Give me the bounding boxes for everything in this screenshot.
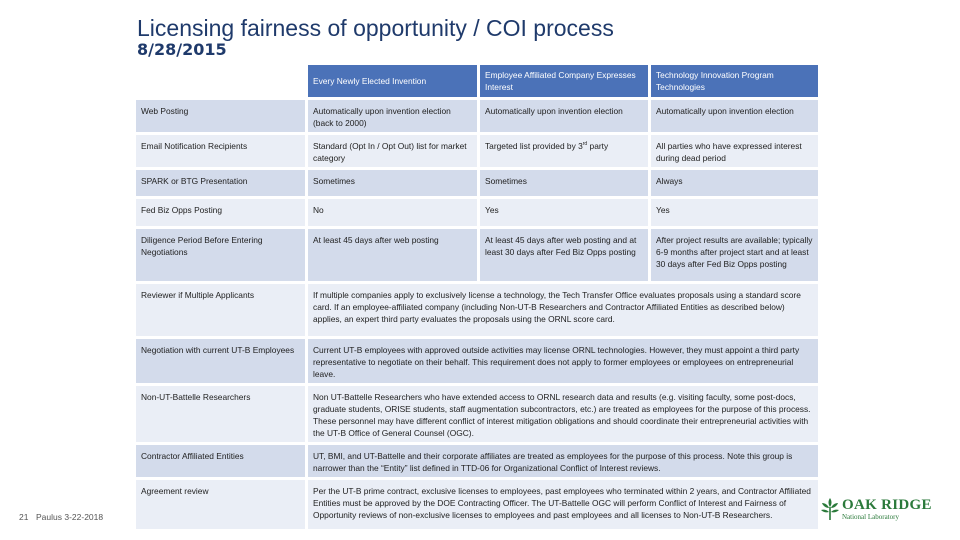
row-label: Web Posting [136, 100, 308, 135]
cell-text: Targeted list provided by 3 [485, 141, 583, 151]
table-row [136, 339, 821, 386]
table-cell: After project results are available; typically 6-9 months after project start and at least 30 days after Fed Biz Opps posting [651, 229, 821, 284]
slide-number: 21 [19, 512, 29, 522]
table-cell: Yes [480, 199, 651, 229]
oak-ridge-logo [820, 497, 955, 523]
footer-author: Paulus 3-22-2018 [36, 512, 104, 522]
table-row [136, 135, 821, 170]
leaf-icon [820, 497, 840, 521]
table-cell: Automatically upon invention election (back to 2000) [308, 100, 480, 135]
table-header-row [136, 65, 821, 100]
row-label: Contractor Affiliated Entities [136, 445, 308, 480]
row-label: Non-UT-Battelle Researchers [136, 386, 308, 445]
row-label: Agreement review [136, 480, 308, 532]
table-row [136, 480, 821, 532]
table-cell: At least 45 days after web posting [308, 229, 480, 284]
logo-subtitle: National Laboratory [842, 513, 899, 521]
table-row [136, 386, 821, 445]
merged-cell: Per the UT-B prime contract, exclusive licenses to employees, past employees who terminated within 2 years, and Contractor Affiliated Entities must be approved by the DOE Contracting Officer. The UT-Battelle OGC will perform Conflict of Interest and Fairness of Opportunity reviews of non-exclusive licenses to employees and past employees and all licenses to Non-UT-B Researchers. [308, 480, 821, 532]
table-cell: Sometimes [308, 170, 480, 199]
comparison-table [136, 65, 821, 532]
row-label: Diligence Period Before Entering Negotiations [136, 229, 308, 284]
column-header: Technology Innovation Program Technologies [651, 65, 821, 100]
table-cell: Automatically upon invention election [480, 100, 651, 135]
row-label: Negotiation with current UT-B Employees [136, 339, 308, 386]
table-cell: Always [651, 170, 821, 199]
row-label: Fed Biz Opps Posting [136, 199, 308, 229]
table-cell: Standard (Opt In / Opt Out) list for market category [308, 135, 480, 170]
ordinal-suffix: rd [582, 141, 588, 148]
page-date: 8/28/2015 [137, 40, 227, 59]
table-cell: Automatically upon invention election [651, 100, 821, 135]
merged-cell: UT, BMI, and UT-Battelle and their corporate affiliates are treated as employees for the purpose of this process. Note this group is narrower than the “Entity” list defined in TTD-06 for Organizational Conflict of Interest reviews. [308, 445, 821, 480]
table-cell: No [308, 199, 480, 229]
page-title: Licensing fairness of opportunity / COI process [137, 15, 614, 41]
table-cell: Sometimes [480, 170, 651, 199]
merged-cell: Current UT-B employees with approved outside activities may license ORNL technologies. However, they must appoint a third party representative to negotiate on their behalf. This requirement does not apply to former employees or employees on entrepreneurial leave. [308, 339, 821, 386]
table-cell: Yes [651, 199, 821, 229]
row-label: SPARK or BTG Presentation [136, 170, 308, 199]
column-header: Employee Affiliated Company Expresses Interest [480, 65, 651, 100]
table-cell: All parties who have expressed interest during dead period [651, 135, 821, 170]
table-row [136, 445, 821, 480]
table-row [136, 284, 821, 339]
row-label: Email Notification Recipients [136, 135, 308, 170]
table-cell [480, 135, 651, 170]
table-row [136, 170, 821, 199]
table-header-corner [136, 65, 308, 100]
table-row [136, 100, 821, 135]
column-header: Every Newly Elected Invention [308, 65, 480, 100]
merged-cell: If multiple companies apply to exclusively license a technology, the Tech Transfer Office evaluates proposals using a standard score card. If an employee-affiliated company (including Non-UT-B Researchers and Contractor Affiliated Entities as described below) applies, an expert third party evaluates the proposals using the ORNL score card. [308, 284, 821, 339]
row-label: Reviewer if Multiple Applicants [136, 284, 308, 339]
table-cell: At least 45 days after web posting and at least 30 days after Fed Biz Opps posting [480, 229, 651, 284]
cell-text-tail: party [587, 141, 609, 151]
table-row [136, 199, 821, 229]
merged-cell: Non UT-Battelle Researchers who have extended access to ORNL research data and results (e.g. visiting faculty, some post-docs, graduate students, ORISE students, staff augmentation subcontractors, etc.) are treated as employees for the purpose of this process. These personnel may have different conflict of interest mitigation obligations and should coordinate their entrepreneurial activities with the UT-B Office of General Counsel (OGC). [308, 386, 821, 445]
table-row [136, 229, 821, 284]
logo-name: OAK RIDGE [842, 497, 932, 513]
